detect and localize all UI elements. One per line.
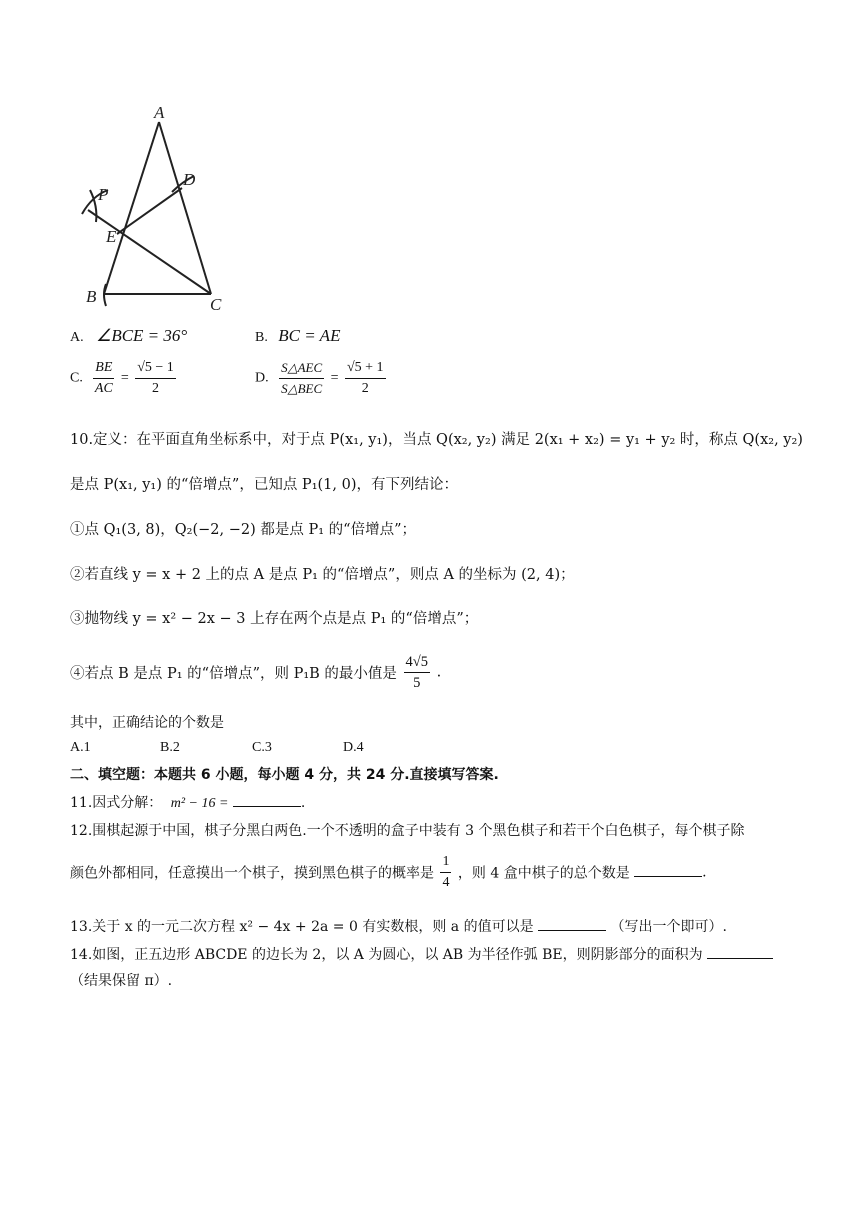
q10-question: 其中，正确结论的个数是 — [70, 715, 224, 731]
q11: 11.因式分解： m² − 16 = . — [70, 792, 305, 812]
label-d: D — [183, 170, 196, 189]
segment-ce-extended — [88, 210, 211, 294]
q10-option-b: B.2 — [160, 740, 180, 755]
segment-ab — [104, 122, 159, 294]
section-heading: 二、填空题：本题共 6 小题，每小题 4 分，共 24 分.直接填写答案. — [70, 767, 499, 783]
segment-ed — [117, 188, 182, 234]
q14-line1: 14.如图，正五边形 ABCDE 的边长为 2，以 A 为圆心，以 AB 为半径作弧 BE，则阴影部分的面积为 — [70, 944, 773, 964]
arc-mark-p2 — [90, 190, 96, 222]
answer-blank[interactable] — [707, 944, 773, 959]
answer-blank[interactable] — [538, 916, 606, 931]
label-p: P — [98, 185, 109, 204]
answer-blank[interactable] — [233, 792, 301, 807]
q10-statement-3: ③抛物线 y = x² − 2x − 3 上存在两个点是点 P₁ 的“倍增点”； — [70, 611, 479, 627]
q12-line1: 12.围棋起源于中国，棋子分黑白两色.一个不透明的盒子中装有 3 个黑色棋子和若干个白色棋子，每个棋子除 — [70, 823, 745, 839]
answer-blank[interactable] — [634, 862, 702, 877]
q9-option-c: C. $\frac{BE}{AC}$ = $\frac{√5 - 1}{2}$ — [70, 360, 174, 396]
q10-statement-1: ①点 Q₁(3, 8)，Q₂(−2, −2) 都是点 P₁ 的“倍增点”； — [70, 522, 416, 538]
q10-option-c: C.3 — [252, 740, 272, 755]
q12-line2: 颜色外都相同，任意摸出一个棋子，摸到黑色棋子的概率是 $\frac{1}{4}$ ，则 4 盒中棋子的总个数是 . — [70, 854, 707, 890]
q9-option-a: A. ∠BCE = 36° — [70, 326, 188, 345]
q13: 13.关于 x 的一元二次方程 x² − 4x + 2a = 0 有实数根，则 a 的值可以是 （写出一个即可）. — [70, 916, 727, 936]
label-e: E — [106, 227, 117, 246]
q9-option-b: B. BC = AE — [255, 326, 341, 345]
q10-statement-2: ②若直线 y = x + 2 上的点 A 是点 P₁ 的“倍增点”，则点 A 的坐标为 (2, 4)； — [70, 567, 575, 583]
q14-line2: （结果保留 π）. — [70, 973, 173, 989]
segment-ac — [159, 122, 211, 294]
label-b: B — [86, 287, 97, 306]
q10-statement-4: ④若点 B 是点 P₁ 的“倍增点”，则 P₁B 的最小值是 $\frac{4√5}{5}$ . — [70, 654, 442, 691]
q10-line2: 是点 P(x₁, y₁) 的“倍增点”，已知点 P₁(1, 0)，有下列结论： — [70, 477, 458, 493]
q10-line1: 10.定义：在平面直角坐标系中，对于点 P(x₁, y₁)，当点 Q(x₂, y₂) 满足 2(x₁ + x₂) = y₁ + y₂ 时，称点 Q(x₂, y₂) — [70, 432, 803, 448]
q9-option-d: D. $\frac{\text{S△AEC}}{\text{S△BEC}}$ = $\frac{√5 + 1}{2}$ — [255, 360, 384, 396]
q10-option-d: D.4 — [343, 740, 364, 755]
label-a: A — [154, 103, 165, 122]
label-c: C — [210, 295, 222, 314]
q10-option-a: A.1 — [70, 740, 91, 755]
triangle-figure — [70, 100, 240, 315]
